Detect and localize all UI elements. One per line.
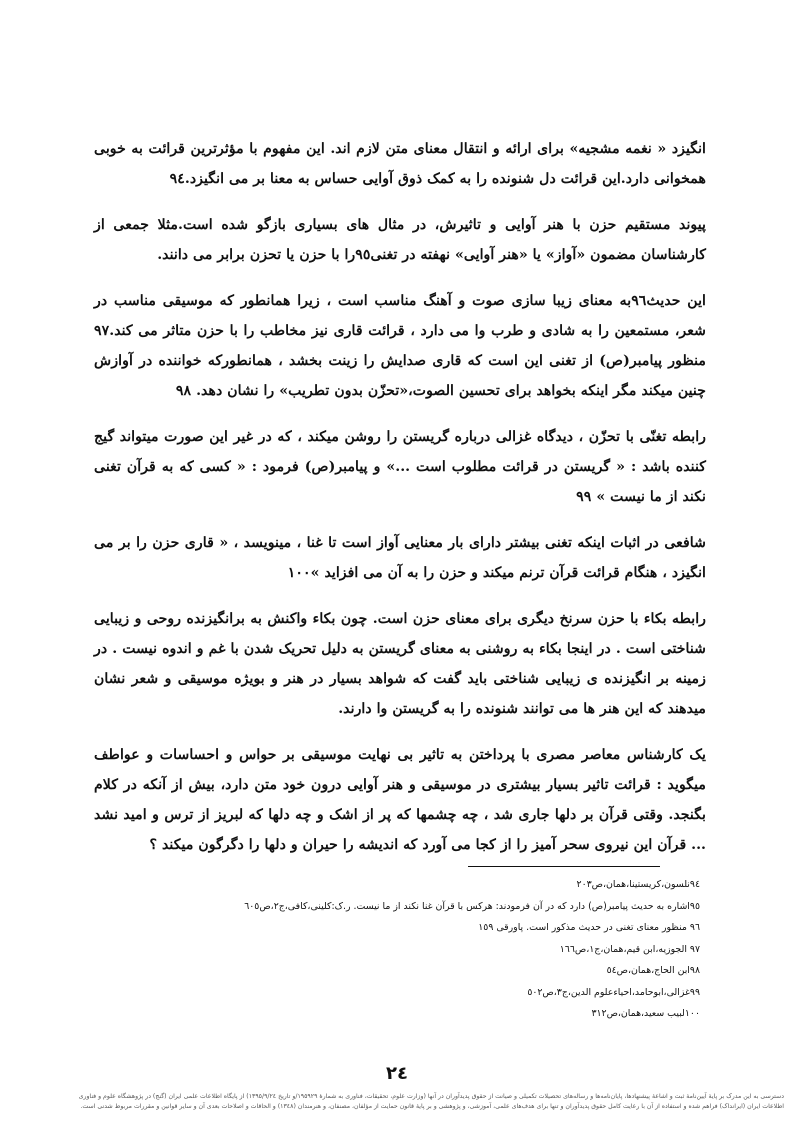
page-number: ٢٤ xyxy=(386,1063,408,1084)
paragraph: انگیزد « نغمه مشجیه» برای ارائه و انتقال معنای متن لازم اند. این مفهوم با مؤثرترین قرائت به خوبی همخوانی دارد.این قرائت دل شنونده را به کمک ذوق آوایی حساس به معنا بر می انگیزد.٩٤ xyxy=(94,141,706,187)
footer-line: اطلاعات ایران (ایرانداک) فراهم شده و استفاده از آن با رعایت کامل حقوق پدیدآوران و تنها برای هدف‌های علمی، آموزشی، و پژوهشی و بر پایهٔ قانون حمایت از مؤلفان، مصنفان، و هنرمندان (١٣٤٨) و الحاقات و اصلاحات بعدی آن و سایر قوانین و مقررات مربوط شدنی است. xyxy=(80,1103,784,1110)
paragraph: رابطه تغنّی با تحزّن ، دیدگاه غزالی درباره گریستن را روشن میکند ، که در غیر این صورت میتواند گیج کننده باشد : « گریستن در قرائت مطلوب است ...» و پیامبر(ص) فرمود : « کسی که به قرآن تغنی نکند از ما نیست » ٩٩ xyxy=(94,429,706,505)
footnote-divider xyxy=(468,866,660,867)
footnote: ١٠٠لبیب سعید،همان،ص٣١٢ xyxy=(591,1008,700,1019)
paragraph: یک کارشناس معاصر مصری با پرداختن به تاثیر بی نهایت موسیقی بر حواس و احساسات و عواطف میگوید : قرائت تاثیر بسیار بیشتری در موسیقی و هنر آوایی درون خود متن دارد، بیش از آنکه در کلام بگنجد. وقتی قرآن بر دلها جاری شد ، چه چشمها که پر از اشک و چه دلها که لبریز از ترس و امید نشد ... قرآن این نیروی سحر آمیز را از کجا می آورد که اندیشه را حیران و دلها را دگرگون میکند ؟ xyxy=(94,747,706,853)
paragraph: این حدیث٩٦به معنای زیبا سازی صوت و آهنگ مناسب است ، زیرا همانطور که موسیقی مناسب در شعر، مستمعین را به شادی و طرب وا می دارد ، قرائت قاری نیز مخاطب را با حزن متاثر می کند.٩٧ منظور پیامبر(ص) از تغنی این است که قاری صدایش را زینت بخشد ، همانطورکه خواننده در آوازش چنین میکند مگر اینکه بخواهد برای تحسین الصوت،«تحزّن بدون تطریب» را نشان دهد. ٩٨ xyxy=(94,293,706,399)
footer-line: دسترسی به این مدرک بر پایهٔ آیین‌نامهٔ ثبت و اشاعهٔ پیشنهادها، پایان‌نامه‌ها و رساله‌های تحصیلات تکمیلی و صیانت از حقوق پدیدآوران در آنها (وزارت علوم، تحقیقات، فناوری به شمارهٔ ١٩٥٩٢٩/و تاریخ ١٣٩٥/٩/٢٤) از پایگاه اطلاعات علمی ایران (گنج) در پژوهشگاه علوم و فناوری xyxy=(78,1093,784,1100)
body-text xyxy=(94,134,706,876)
paragraph: رابطه بکاء با حزن سرنخ دیگری برای معنای حزن است. چون بکاء واکنش به برانگیزنده روحی و زیبایی شناختی است . در اینجا بکاء به روشنی به معنای گریستن به دلیل تحریک شدن با غم و اندوه نیست . در زمینه بر انگیزنده ی زیبایی شناختی باید گفت که شواهد بسیار در هنر و بویژه موسیقی و شعر نشان میدهند که این هنر ها می توانند شنونده را به گریستن وا دارند. xyxy=(94,611,706,717)
footnotes xyxy=(80,874,700,1025)
paragraph: پیوند مستقیم حزن با هنر آوایی و تاثیرش، در مثال های بسیاری بازگو شده است.مثلا جمعی از کارشناسان مضمون «آواز» یا «هنر آوایی» نهفته در تغنی٩٥را با حزن یا تحزن برابر می دانند. xyxy=(94,217,706,263)
footnote: ٩٥اشاره به حدیث پیامبر(ص) دارد که در آن فرمودند: هرکس با قرآن غنا نکند از ما نیست. ر.ک:کلینی،کافی،ج٢،ص٦٠٥ xyxy=(244,900,700,912)
footnote: ٩٤نلسون،کریستینا،همان،ص٢٠٣ xyxy=(576,879,700,890)
paragraph: شافعی در اثبات اینکه تغنی بیشتر دارای بار معنایی آواز است تا غنا ، مینویسد ، « قاری حزن را بر می انگیزد ، هنگام قرائت قرآن ترنم میکند و حزن را به آن می افزاید »١٠٠ xyxy=(94,535,706,581)
footnote: ٩٧ الجوزیه،ابن قیم،همان،ج١،ص١٦٦ xyxy=(559,943,700,955)
copyright-footer xyxy=(10,1092,784,1112)
footnote: ٩٨ابن الحاج،همان،ص٥٤ xyxy=(606,965,700,976)
footnote: ٩٩غزالی،ابوحامد،احیاءعلوم الدین،ج٣،ص٥٠٢ xyxy=(527,986,700,998)
footnote: ٩٦ منظور معنای تغنی در حدیث مذکور است. پاورقی ١٥٩ xyxy=(478,922,700,933)
